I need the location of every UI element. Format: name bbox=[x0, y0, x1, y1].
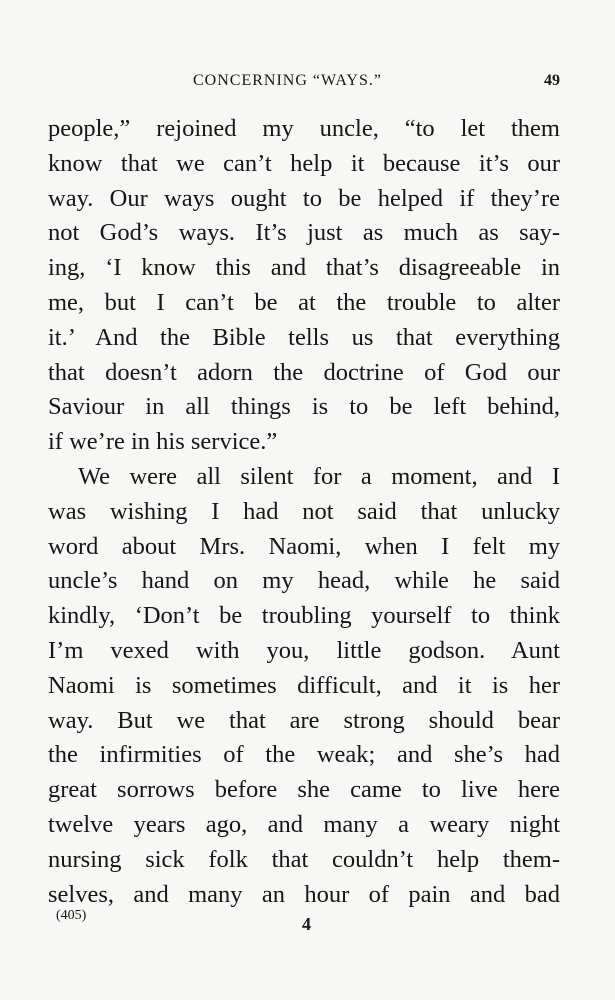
text-line: that doesn’t adorn the doctrine of God our bbox=[48, 358, 560, 386]
text-line: way. But we that are strong should bear bbox=[48, 706, 560, 734]
text-line: I’m vexed with you, little godson. Aunt bbox=[48, 636, 560, 664]
text-line: selves, and many an hour of pain and bad bbox=[48, 880, 560, 908]
text-line: Saviour in all things is to be left behind, bbox=[48, 393, 560, 421]
body-text bbox=[48, 112, 560, 912]
text-line: We were all silent for a moment, and I bbox=[78, 462, 560, 490]
text-line: uncle’s hand on my head, while he said bbox=[48, 567, 560, 595]
text-line: way. Our ways ought to be helped if they’re bbox=[48, 184, 560, 212]
text-line: me, but I can’t be at the trouble to alter bbox=[48, 288, 560, 316]
text-line: nursing sick folk that couldn’t help them- bbox=[48, 845, 560, 873]
text-line: know that we can’t help it because it’s our bbox=[48, 149, 560, 177]
text-line: kindly, ‘Don’t be troubling yourself to think bbox=[48, 602, 560, 630]
text-line: great sorrows before she came to live here bbox=[48, 776, 560, 804]
signature-mark: 4 bbox=[302, 914, 311, 934]
page-footer bbox=[48, 908, 560, 938]
text-line: not God’s ways. It’s just as much as say- bbox=[48, 219, 560, 247]
text-line: twelve years ago, and many a weary night bbox=[48, 810, 560, 838]
text-line: the infirmities of the weak; and she’s had bbox=[48, 741, 560, 769]
text-line: Naomi is sometimes difficult, and it is her bbox=[48, 671, 560, 699]
text-line: if we’re in his service.” bbox=[48, 428, 278, 456]
text-line: people,” rejoined my uncle, “to let them bbox=[48, 115, 560, 142]
text-line: word about Mrs. Naomi, when I felt my bbox=[48, 532, 560, 560]
running-head bbox=[48, 72, 560, 96]
running-title: CONCERNING “WAYS.” bbox=[193, 72, 382, 89]
text-line: it.’ And the Bible tells us that everything bbox=[48, 323, 560, 351]
page-number: 49 bbox=[544, 72, 560, 89]
text-line: was wishing I had not said that unlucky bbox=[48, 497, 560, 525]
printer-mark: (405) bbox=[56, 908, 87, 923]
text-line: ing, ‘I know this and that’s disagreeable in bbox=[48, 254, 560, 282]
